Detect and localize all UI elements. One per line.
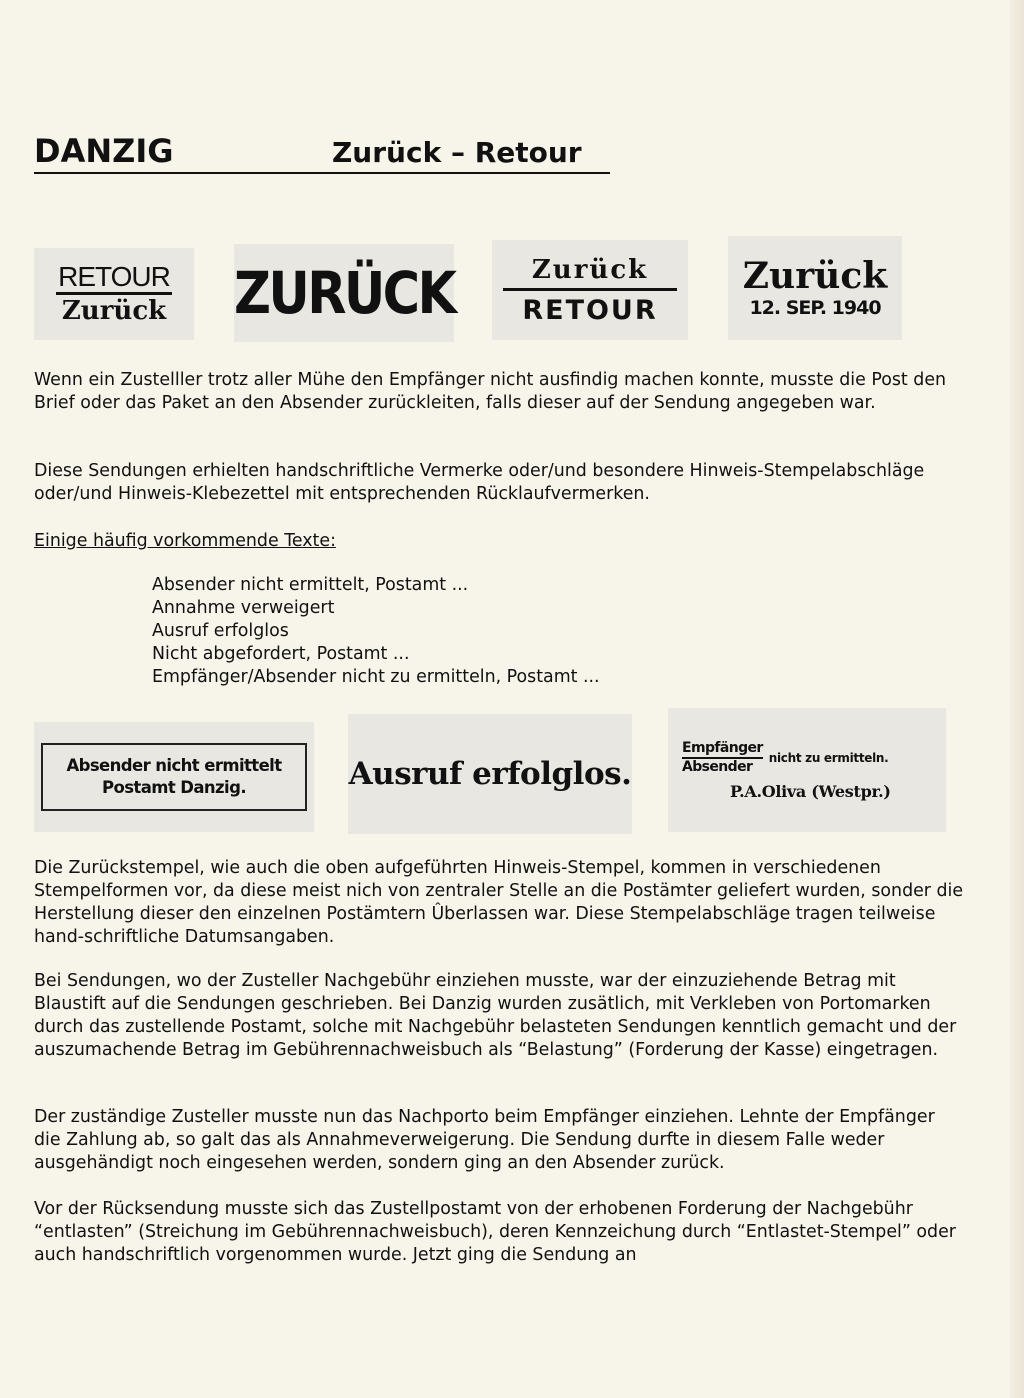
list-item: Annahme verweigert: [152, 598, 335, 618]
stamp-text: RETOUR: [522, 294, 658, 326]
paragraph-notes: Diese Sendungen erhielten handschriftliche Vermerke oder/und besondere Hinweis-Stempelabschläge oder/und Hinweis-Klebezettel mit entsprechenden Rücklaufvermerken.: [34, 461, 925, 504]
paragraph-postage-due: Bei Sendungen, wo der Zusteller Nachgebühr einziehen musste, war der einzuziehende Betrag mit Blaustift auf die Sendungen geschrieben. Bei Danzig wurden zusätlich, mit Verkleben von Portomarken durch das zustellende Postamt, solche mit Nachgebühr belasteten Sendungen kenntlich gemacht und der auszumachende Betrag im Gebührennachweisbuch als “Belastung” (Forderung der Kasse) eingetragen.: [34, 971, 957, 1060]
stamp-date: 12. SEP. 1940: [749, 297, 881, 319]
stamp-text: Postamt Danzig.: [101, 778, 246, 797]
list-heading: Einige häufig vorkommende Texte:: [34, 531, 336, 551]
stamp-rule: [503, 288, 677, 291]
stamp-ausruf-erfolglos: [348, 714, 632, 834]
stamp-office: P.A.Oliva (Westpr.): [730, 781, 891, 801]
paragraph-return: Vor der Rücksendung musste sich das Zustellpostamt von der erhobenen Forderung der Nachgebühr “entlasten” (Streichung im Gebührennachweisbuch), deren Kennzeichung durch “Entlastet-Stempel” oder auch handschriftlich vorgenommen wurde. Jetzt ging die Sendung an: [34, 1199, 956, 1265]
list-item: Nicht abgefordert, Postamt ...: [152, 644, 410, 664]
paragraph-stamp-forms: Die Zurückstempel, wie auch die oben aufgeführten Hinweis-Stempel, kommen in verschiedenen Stempelformen vor, da diese meist nich von zentraler Stelle an die Postämter geliefert wurden, sonder die Herstellung dieser den einzelnen Postämtern Ûberlassen war. Diese Stempelabschläge tragen teilweise hand-schriftliche Datumsangaben.: [34, 858, 964, 947]
stamp-text: Zurück: [61, 295, 167, 326]
list-item: Empfänger/Absender nicht zu ermitteln, Postamt ...: [152, 667, 600, 687]
stamp-retour-zurueck: [34, 248, 194, 340]
page-edge: [1010, 0, 1024, 1398]
paragraph-refusal: Der zuständige Zusteller musste nun das Nachporto beim Empfänger einziehen. Lehnte der Empfänger die Zahlung ab, so galt das als Annahmeverweigerung. Die Sendung durfte in diesem Falle weder ausgehändigt noch eingesehen werden, sondern ging an den Absender zurück.: [34, 1107, 935, 1173]
stamp-frame: [41, 743, 307, 811]
stamp-row: [682, 740, 888, 776]
stamp-text: Zurück: [742, 255, 888, 297]
stamp-empfaenger-absender: [668, 708, 946, 832]
stamp-text: Zurück: [531, 254, 649, 285]
stamp-zurueck-dated: [728, 236, 902, 340]
header-subject: Zurück – Retour: [332, 136, 582, 169]
header-country: DANZIG: [34, 132, 174, 170]
stamp-text: Absender: [682, 758, 753, 775]
stamp-text: ZURÜCK: [233, 259, 455, 327]
stamp-text: Ausruf erfolglos.: [348, 756, 632, 792]
page-header: [34, 132, 610, 174]
stamp-text: Empfänger: [682, 740, 763, 759]
stamp-text: nicht zu ermitteln.: [768, 750, 889, 765]
stamp-text: Absender nicht ermittelt: [66, 756, 282, 775]
paragraph-intro: Wenn ein Zustelller trotz aller Mühe den Empfänger nicht ausfindig machen konnte, musste die Post den Brief oder das Paket an den Absender zurückleiten, falls dieser auf der Sendung angegeben war.: [34, 370, 947, 413]
stamp-absender-nicht-ermittelt: [34, 722, 314, 832]
common-texts-list: [152, 574, 600, 689]
list-item: Ausruf erfolglos: [152, 621, 289, 641]
stamp-zurueck-large: [234, 244, 454, 342]
stamp-word-pair: [682, 740, 763, 776]
stamp-text: RETOUR: [56, 262, 172, 295]
stamp-zurueck-retour: [492, 240, 688, 340]
list-item: Absender nicht ermittelt, Postamt ...: [152, 575, 469, 595]
